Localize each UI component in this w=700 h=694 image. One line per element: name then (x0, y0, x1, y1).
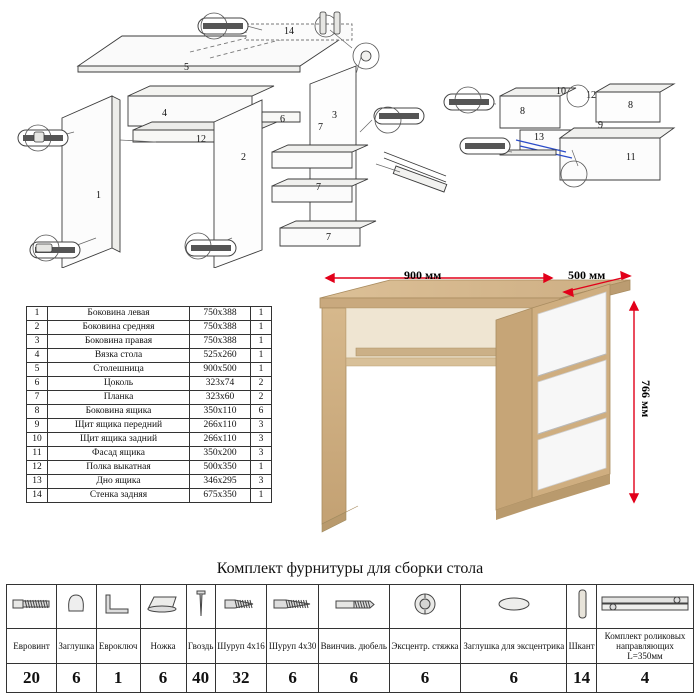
table-row (27, 419, 272, 433)
part-name: Боковина левая (48, 307, 190, 321)
part-name: Планка (48, 391, 190, 405)
table-row (27, 307, 272, 321)
foot-icon (140, 585, 186, 629)
kit-item-name: Ножка (140, 629, 186, 664)
dowel-screw-icon (318, 585, 389, 629)
part-size: 900x500 (190, 363, 251, 377)
kit-item-name: Заглушка для эксцентрика (461, 629, 567, 664)
part-number: 3 (27, 335, 48, 349)
svg-text:13: 13 (534, 132, 544, 143)
part-size: 350x200 (190, 447, 251, 461)
part-qty: 1 (251, 489, 272, 503)
part-number: 5 (27, 363, 48, 377)
part-size: 525x260 (190, 349, 251, 363)
part-number: 9 (27, 419, 48, 433)
kit-item-count: 4 (597, 664, 694, 693)
part-size: 750x388 (190, 321, 251, 335)
kit-item-name: Гвоздь (186, 629, 215, 664)
part-qty: 3 (251, 433, 272, 447)
part-qty: 3 (251, 447, 272, 461)
depth-dimension-label: 500 мм (568, 268, 606, 282)
part-number: 12 (27, 461, 48, 475)
kit-item-count: 32 (215, 664, 267, 693)
table-row (27, 335, 272, 349)
part-qty: 6 (251, 405, 272, 419)
kit-title: Комплект фурнитуры для сборки стола (216, 560, 484, 577)
part-number: 14 (27, 489, 48, 503)
kit-item-count: 6 (57, 664, 97, 693)
part-name: Фасад ящика (48, 447, 190, 461)
dowel-icon (567, 585, 597, 629)
part-size: 675x350 (190, 489, 251, 503)
table-row (27, 321, 272, 335)
svg-text:4: 4 (162, 108, 167, 119)
svg-text:7: 7 (326, 232, 331, 243)
hardware-kit-table (6, 584, 694, 693)
svg-text:8: 8 (520, 106, 525, 117)
parts-table (26, 306, 272, 503)
kit-item-count: 6 (140, 664, 186, 693)
kit-item-name: Евроключ (96, 629, 140, 664)
svg-text:5: 5 (184, 62, 189, 73)
exploded-diagram-svg (0, 0, 700, 268)
svg-text:9: 9 (598, 120, 603, 131)
part-number: 11 (27, 447, 48, 461)
table-row (27, 377, 272, 391)
part-name: Боковина ящика (48, 405, 190, 419)
part-qty: 2 (251, 391, 272, 405)
svg-text:7: 7 (318, 122, 323, 133)
kit-item-count: 6 (461, 664, 567, 693)
slide-rail-icon (597, 585, 694, 629)
cam-cap-icon (461, 585, 567, 629)
part-name: Боковина правая (48, 335, 190, 349)
part-qty: 1 (251, 307, 272, 321)
cap-icon (57, 585, 97, 629)
part-size: 750x388 (190, 335, 251, 349)
svg-text:10: 10 (556, 86, 566, 97)
part-size: 323x60 (190, 391, 251, 405)
table-row (27, 433, 272, 447)
svg-text:14: 14 (284, 26, 294, 37)
svg-text:1: 1 (96, 190, 101, 201)
part-number: 13 (27, 475, 48, 489)
kit-item-name: Ввинчив. дюбель (318, 629, 389, 664)
table-row (27, 447, 272, 461)
part-qty: 1 (251, 363, 272, 377)
kit-item-name: Еврoвинт (7, 629, 57, 664)
svg-text:12: 12 (196, 134, 206, 145)
table-row (27, 391, 272, 405)
kit-item-count: 6 (267, 664, 319, 693)
part-qty: 3 (251, 475, 272, 489)
part-number: 10 (27, 433, 48, 447)
kit-item-name: Шуруп 4х16 (215, 629, 267, 664)
kit-item-name: Комплект роликовых направляющих L=350мм (597, 629, 694, 664)
desk-render-svg (300, 262, 690, 552)
part-number: 6 (27, 377, 48, 391)
screw-4x16-icon (215, 585, 267, 629)
table-row (27, 475, 272, 489)
part-name: Боковина средняя (48, 321, 190, 335)
width-dimension-label: 900 мм (404, 268, 442, 282)
screw-4x30-icon (267, 585, 319, 629)
svg-text:6: 6 (280, 114, 285, 125)
part-name: Дно ящика (48, 475, 190, 489)
svg-text:11: 11 (626, 152, 636, 163)
part-qty: 2 (251, 377, 272, 391)
part-qty: 1 (251, 335, 272, 349)
part-size: 750x388 (190, 307, 251, 321)
exploded-diagram (0, 0, 700, 268)
kit-item-count: 40 (186, 664, 215, 693)
part-number: 7 (27, 391, 48, 405)
svg-text:2: 2 (241, 152, 246, 163)
cam-lock-icon (389, 585, 461, 629)
part-size: 266x110 (190, 433, 251, 447)
part-qty: 3 (251, 419, 272, 433)
table-row (27, 405, 272, 419)
part-qty: 1 (251, 349, 272, 363)
kit-item-count: 14 (567, 664, 597, 693)
part-name: Полка выкатная (48, 461, 190, 475)
kit-item-name: Шкант (567, 629, 597, 664)
svg-text:8: 8 (628, 100, 633, 111)
part-name: Цоколь (48, 377, 190, 391)
eurobolt-icon (7, 585, 57, 629)
kit-item-count: 20 (7, 664, 57, 693)
part-size: 266x110 (190, 419, 251, 433)
height-dimension-label: 766 мм (639, 380, 653, 418)
svg-text:7: 7 (316, 182, 321, 193)
part-size: 350x110 (190, 405, 251, 419)
svg-text:3: 3 (332, 110, 337, 121)
part-size: 323x74 (190, 377, 251, 391)
part-number: 4 (27, 349, 48, 363)
table-row (27, 461, 272, 475)
kit-item-count: 6 (318, 664, 389, 693)
kit-item-name: Эксцентр. стяжка (389, 629, 461, 664)
part-size: 500x350 (190, 461, 251, 475)
part-name: Щит ящика задний (48, 433, 190, 447)
svg-text:12: 12 (586, 90, 596, 101)
table-row (27, 363, 272, 377)
part-name: Щит ящика передний (48, 419, 190, 433)
nail-icon (186, 585, 215, 629)
part-number: 1 (27, 307, 48, 321)
part-name: Стенка задняя (48, 489, 190, 503)
allen-key-icon (96, 585, 140, 629)
kit-item-count: 1 (96, 664, 140, 693)
part-qty: 1 (251, 461, 272, 475)
table-row (27, 489, 272, 503)
part-qty: 1 (251, 321, 272, 335)
desk-render (300, 262, 690, 552)
part-name: Вязка стола (48, 349, 190, 363)
part-size: 346x295 (190, 475, 251, 489)
part-number: 8 (27, 405, 48, 419)
kit-item-count: 6 (389, 664, 461, 693)
part-number: 2 (27, 321, 48, 335)
part-name: Столешница (48, 363, 190, 377)
kit-item-name: Шуруп 4х30 (267, 629, 319, 664)
kit-item-name: Заглушка (57, 629, 97, 664)
table-row (27, 349, 272, 363)
